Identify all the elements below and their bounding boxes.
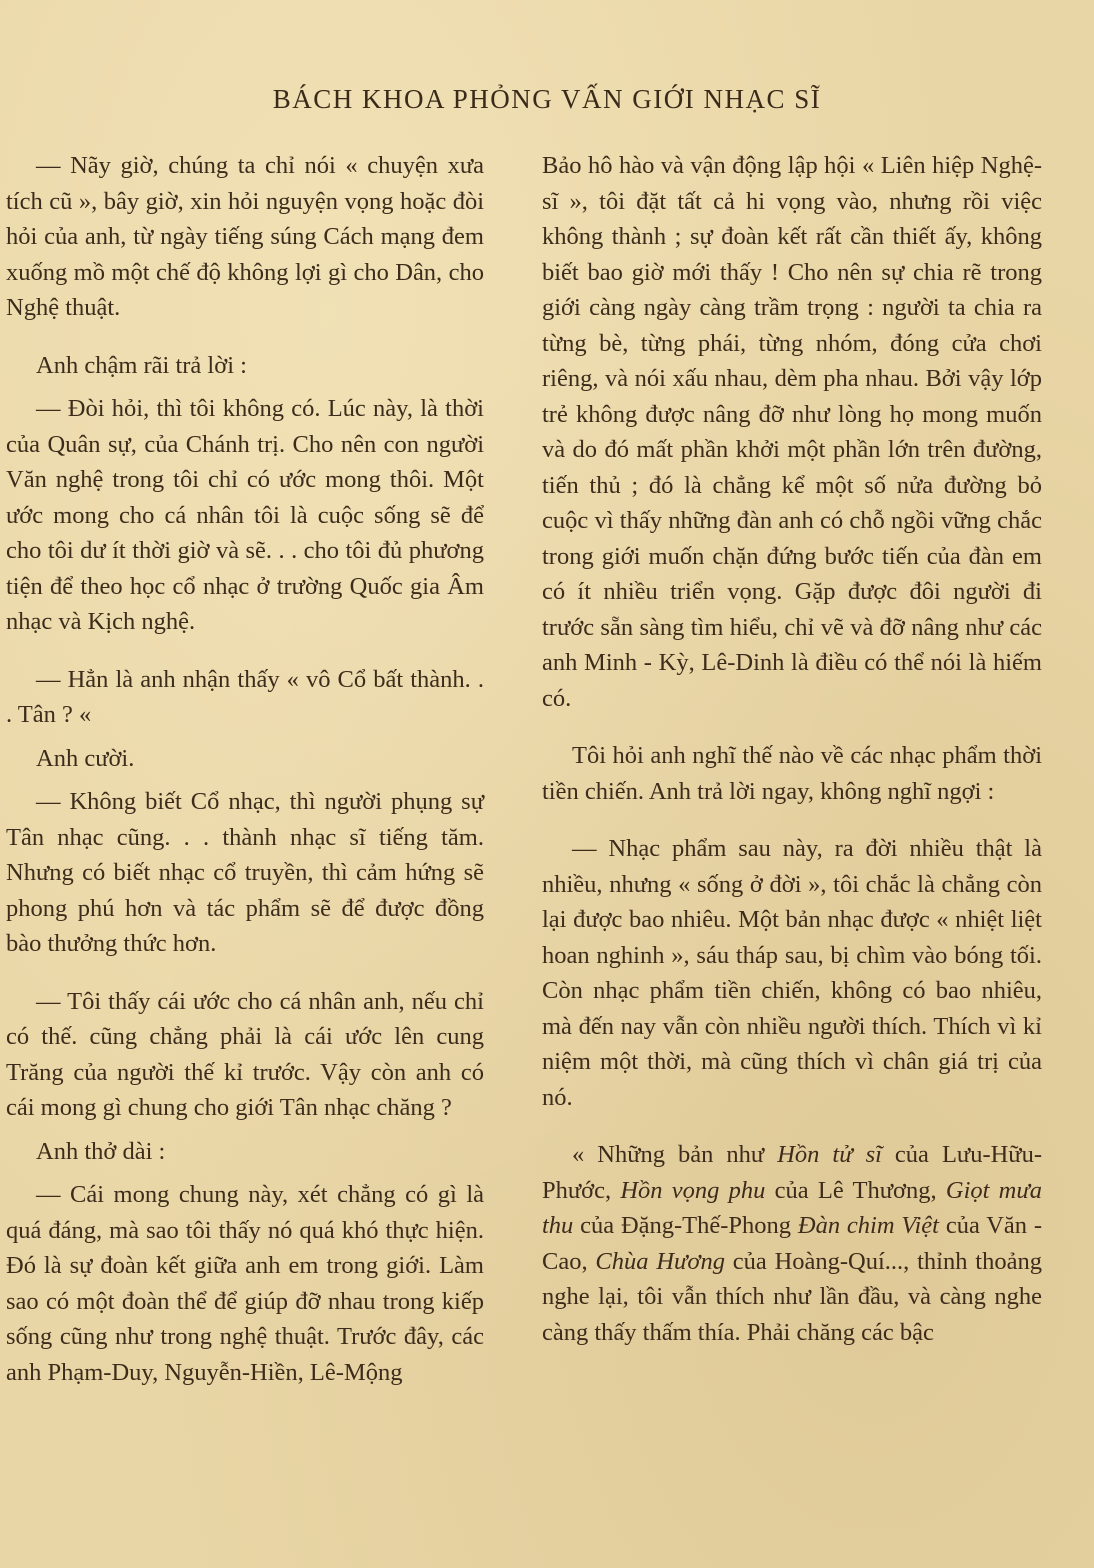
text-run: của Đặng-Thế-Phong [573,1212,798,1239]
paragraph: — Không biết Cổ nhạc, thì người phụng sự Tân nhạc cũng. . . thành nhạc sĩ tiếng tăm. Nhưng có biết nhạc cổ truyền, thì cảm hứng sẽ phong phú hơn và tác phẩm sẽ để được đồng bào thưởng thức hơn. [6,788,484,957]
left-column [6,148,484,1412]
song-title: Đàn chim Việt [797,1212,939,1239]
paragraph: — Cái mong chung này, xét chẳng có gì là quá đáng, mà sao tôi thấy nó quá khó thực hiện. Đó là sự đoàn kết giữa anh em trong giới. Làm sao có một đoàn thể để giúp đỡ nhau trong kiếp sống cũng như trong nghệ thuật. Trước đây, các anh Phạm-Duy, Nguyễn-Hiền, Lê-Mộng [6,1181,484,1386]
paragraph: — Nhạc phẩm sau này, ra đời nhiều thật là nhiều, nhưng « sống ở đời », tôi chắc là chẳng còn lại được bao nhiêu. Một bản nhạc được « nhiệt liệt hoan nghinh », sáu tháp sau, bị chìm vào bóng tối. Còn nhạc phẩm tiền chiến, không có bao nhiêu, mà đến nay vẫn còn nhiều người thích. Thích vì kỉ niệm một thời, mà cũng thích vì chân giá trị của nó. [542,835,1042,1111]
page-title: BÁCH KHOA PHỎNG VẤN GIỚI NHẠC SĨ [272,84,822,114]
paragraph: Bảo hô hào và vận động lập hội « Liên hiệp Nghệ-sĩ », tôi đặt tất cả hi vọng vào, nhưng rồi việc không thành ; sự đoàn kết rất cần thiết ấy, không biết bao giờ mới thấy ! Cho nên sự chia rẽ trong giới càng ngày càng trầm trọng : người ta chia ra từng bè, từng phái, từng nhóm, đóng cửa chơi riêng, và nói xấu nhau, dèm pha nhau. Bởi vậy lớp trẻ không được nâng đỡ như lòng họ mong muốn và do đó mất phần khởi một phần lớn trên đường, tiến thủ ; đó là chẳng kể một số nửa đường bỏ cuộc vì thấy những đàn anh có chỗ ngồi vững chắc trong giới muốn chặn đứng bước tiến của đàn em có ít nhiều triển vọng. Gặp được đôi người đi trước sẵn sàng tìm hiểu, chỉ vẽ và đỡ nâng như các anh Minh - Kỳ, Lê-Dinh là điều có thể nói là hiếm có. [542,152,1042,712]
text-run: của Văn - Cao, [542,1212,1042,1275]
text-run: « Những bản như [572,1141,778,1168]
paragraph: Anh cười. [36,744,135,772]
paragraph: Tôi hỏi anh nghĩ thế nào về các nhạc phẩm thời tiền chiến. Anh trả lời ngay, không nghĩ ngợi : [542,742,1042,805]
song-title: Chùa Hương [595,1247,725,1275]
paragraph: — Tôi thấy cái ước cho cá nhân anh, nếu chỉ có thế. cũng chẳng phải là cái ước lên cung Trăng của người thế kỉ trước. Vậy còn anh có cái mong gì chung cho giới Tân nhạc chăng ? [6,987,484,1121]
song-title: Hồn vọng phu [620,1176,766,1204]
text-run: của Hoàng-Quí..., thỉnh thoảng nghe lại, tôi vẫn thích như lần đầu, và càng nghe càng thấy thấm thía. Phải chăng các bậc [542,1247,1042,1346]
paragraph: — Đòi hỏi, thì tôi không có. Lúc này, là thời của Quân sự, của Chánh trị. Cho nên con người Văn nghệ trong tôi chỉ có ước mong thôi. Một ước mong cho cá nhân tôi là cuộc sống sẽ để cho tôi dư ít thời giờ và sẽ. . . cho tôi đủ phương tiện để theo học cổ nhạc ở trường Quốc gia Âm nhạc và Kịch nghệ. [6,395,484,635]
text-run: của Lưu-Hữu-Phước, [542,1141,1042,1204]
paragraph-song-list [542,1137,1042,1350]
paragraph: Anh thở dài : [36,1137,166,1165]
text-run: của Lê Thương, [765,1176,946,1204]
right-column [542,148,1042,1372]
paragraph: — Hẳn là anh nhận thấy « vô Cổ bất thành. . . Tân ? « [6,665,484,728]
song-title: Giọt mưa thu [542,1176,1042,1239]
paragraph: Anh chậm rãi trả lời : [36,351,247,379]
song-title: Hồn tử sĩ [777,1141,882,1168]
paragraph: — Nãy giờ, chúng ta chỉ nói « chuyện xưa tích cũ », bây giờ, xin hỏi nguyện vọng hoặc đòi hỏi của anh, từ ngày tiếng súng Cách mạng đem xuống mồ một chế độ không lợi gì cho Dân, cho Nghệ thuật. [6,152,484,321]
